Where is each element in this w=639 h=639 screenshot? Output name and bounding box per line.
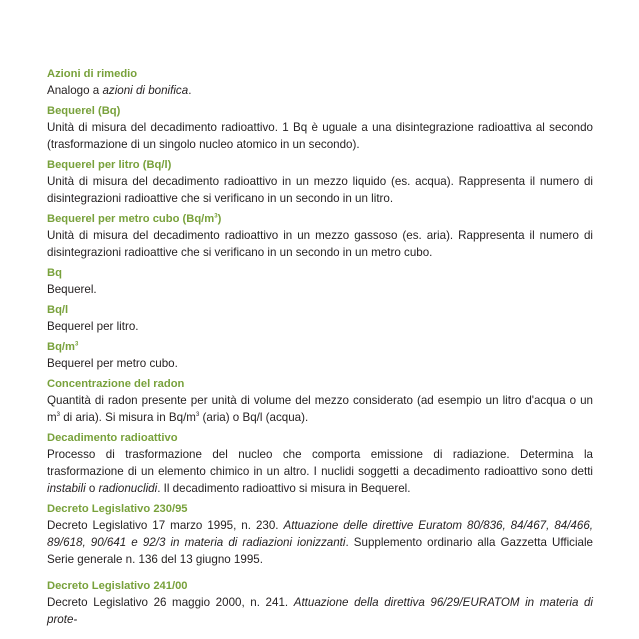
glossary-entry (47, 302, 593, 335)
glossary-entry (47, 157, 593, 207)
term-definition: Unità di misura del decadimento radioattivo. 1 Bq è uguale a una disintegrazione radioattiva al secondo (trasformazione di un singolo nucleo atomico in un secondo). (47, 121, 593, 151)
term-text: ) (217, 213, 222, 225)
definition-text: Analogo a (47, 84, 103, 97)
term-definition (47, 594, 593, 628)
definition-text: (aria) o Bq/l (acqua). (199, 411, 309, 424)
definition-text: o (85, 482, 99, 495)
glossary-entry (47, 211, 593, 261)
term-definition: Unità di misura del decadimento radioattivo in un mezzo liquido (es. acqua). Rappresenta il numero di disintegrazioni radioattive che si verificano in un secondo in un litro. (47, 175, 593, 205)
glossary-entry (47, 578, 593, 628)
superscript: 3 (56, 412, 61, 419)
glossary-entry (47, 66, 593, 99)
term-definition: Bequerel per metro cubo. (47, 357, 178, 370)
term-definition: Unità di misura del decadimento radioattivo in un mezzo gassoso (es. aria). Rappresenta il numero di disintegrazioni radioattive che si verificano in un secondo in un metro cubo. (47, 229, 593, 259)
glossary-entry (47, 376, 593, 426)
term-heading: Bq/l (47, 304, 69, 316)
term-heading: Decreto Legislativo 230/95 (47, 503, 188, 515)
term-heading: Decreto Legislativo 241/00 (47, 580, 188, 592)
term-heading: Decadimento radioattivo (47, 432, 178, 444)
definition-italic: radionuclidi (98, 482, 158, 495)
glossary-entry (47, 430, 593, 497)
definition-text: Processo di trasformazione del nucleo che comporta emissione di radiazione. Determina la trasformazione di un elemento chimico in un altro. I nuclidi soggetti a decadimento radioattivo sono detti (47, 448, 593, 478)
glossary-entry (47, 339, 593, 372)
superscript: 3 (195, 412, 200, 419)
definition-text: . Supplemento ordinario alla Gazzetta Ufficiale Serie generale n. 136 del 13 giugno 1995. (47, 536, 593, 566)
term-heading: Bequerel (Bq) (47, 105, 121, 117)
definition-italic: Attuazione della direttiva 96/29/EURATOM in materia di prote- (47, 596, 594, 626)
term-text: Bequerel per metro cubo (Bq/m (47, 213, 215, 225)
term-heading: Bq (47, 267, 62, 279)
definition-italic: azioni di bonifica (102, 84, 189, 97)
term-definition (47, 446, 593, 497)
definition-italic: Attuazione delle direttive Euratom 80/836, 84/467, 84/466, 89/618, 90/641 e 92/3 in materia di radiazioni ionizzanti (47, 519, 593, 549)
term-definition: Bequerel per litro. (47, 320, 139, 333)
definition-italic: instabili (47, 482, 86, 495)
glossary-page (47, 66, 593, 632)
definition-text: di aria). Si misura in Bq/m (60, 411, 196, 424)
definition-text: . Il decadimento radioattivo si misura in Bequerel. (157, 482, 411, 495)
term-definition (47, 517, 593, 568)
term-heading: Azioni di rimedio (47, 68, 138, 80)
definition-text: Decreto Legislativo 17 marzo 1995, n. 230. (47, 519, 284, 532)
definition-text: Quantità di radon presente per unità di volume del mezzo considerato (ad esempio un litro d'acqua o un m (47, 394, 593, 424)
glossary-entry (47, 265, 593, 298)
term-heading: Bequerel per litro (Bq/l) (47, 159, 172, 171)
term-definition (47, 82, 593, 99)
term-definition: Bequerel. (47, 283, 97, 296)
term-text: Bq/m (47, 341, 75, 353)
term-heading (47, 211, 593, 227)
definition-text: Decreto Legislativo 26 maggio 2000, n. 241. (47, 596, 294, 609)
superscript: 3 (214, 213, 218, 220)
term-heading: Concentrazione del radon (47, 378, 185, 390)
glossary-entry (47, 501, 593, 568)
superscript: 3 (74, 341, 79, 348)
definition-text: . (188, 84, 192, 97)
term-definition (47, 392, 593, 426)
term-heading (47, 339, 593, 355)
glossary-entry (47, 103, 593, 153)
